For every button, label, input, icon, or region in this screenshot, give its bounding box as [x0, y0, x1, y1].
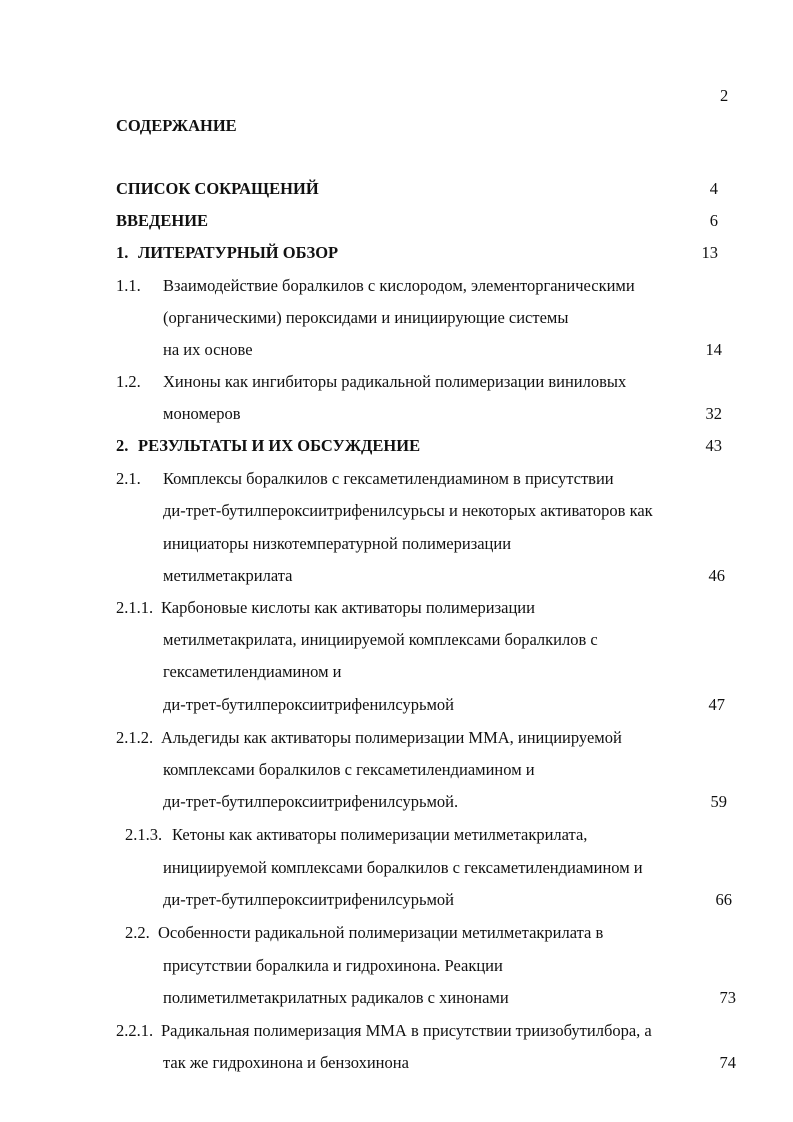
toc-entry-ch2-title: РЕЗУЛЬТАТЫ И ИХ ОБСУЖДЕНИЕ — [138, 436, 421, 455]
toc-entry-2-1-1-line: метилметакрилата, инициируемой комплексами боралкилов с — [163, 630, 598, 649]
toc-entry-1-2-line: мономеров — [163, 404, 241, 423]
toc-heading: СОДЕРЖАНИЕ — [116, 116, 237, 135]
toc-entry-2-1-1-line: ди-трет-бутилпероксиитрифенилсурьмой — [163, 695, 454, 714]
toc-entry-ch1-title: ЛИТЕРАТУРНЫЙ ОБЗОР — [138, 243, 339, 262]
toc-entry-1-1-number: 1.1. — [116, 276, 141, 295]
toc-entry-2-1-2-line: комплексами боралкилов с гексаметилендиамином и — [163, 760, 535, 779]
toc-entry-2-1-line: метилметакрилата — [163, 566, 293, 585]
toc-entry-2-1-2-page: 59 — [710, 792, 727, 811]
toc-entry-2-1-1-page: 47 — [708, 695, 725, 714]
toc-entry-ch1-number: 1. — [116, 243, 129, 262]
toc-entry-2-1-line: Комплексы боралкилов с гексаметилендиамином в присутствии — [163, 469, 614, 488]
toc-entry-2-2-number: 2.2. — [125, 923, 150, 942]
toc-entry-2-1-3-number: 2.1.3. — [125, 825, 163, 844]
toc-entry-2-2-1-number: 2.2.1. — [116, 1021, 154, 1040]
toc-entry-2-2-line: полиметилметакрилатных радикалов с хинонами — [163, 988, 509, 1007]
toc-entry-2-1-3-page: 66 — [715, 890, 732, 909]
toc-entry-2-1-2-line: Альдегиды как активаторы полимеризации ММА, инициируемой — [161, 728, 622, 747]
toc-entry-2-1-1-line: гексаметилендиамином и — [163, 662, 342, 681]
toc-entry-2-2-1-line: Радикальная полимеризация ММА в присутствии триизобутилбора, а — [161, 1021, 652, 1040]
toc-entry-2-1-1-line: Карбоновые кислоты как активаторы полимеризации — [161, 598, 535, 617]
toc-entry-2-1-line: инициаторы низкотемпературной полимеризации — [163, 534, 512, 553]
toc-entry-2-1-3-line: ди-трет-бутилпероксиитрифенилсурьмой — [163, 890, 454, 909]
toc-entry-2-1-page: 46 — [708, 566, 725, 585]
toc-entry-1-1-line: на их основе — [163, 340, 253, 359]
toc-entry-2-2-1-line: так же гидрохинона и бензохинона — [163, 1053, 409, 1072]
toc-entry-2-2-line: присутствии боралкила и гидрохинона. Реакции — [163, 956, 503, 975]
toc-entry-1-2-line: Хиноны как ингибиторы радикальной полимеризации виниловых — [163, 372, 627, 391]
toc-entry-2-1-2-line: ди-трет-бутилпероксиитрифенилсурьмой. — [163, 792, 459, 811]
toc-entry-abbrev-page: 4 — [709, 179, 718, 198]
toc-entry-1-2-page: 32 — [705, 404, 722, 423]
toc-entry-intro-title: ВВЕДЕНИЕ — [116, 211, 209, 230]
toc-entry-2-1-number: 2.1. — [116, 469, 141, 488]
toc-entry-1-1-page: 14 — [705, 340, 722, 359]
page-number: 2 — [720, 86, 729, 105]
toc-entry-abbrev-title: СПИСОК СОКРАЩЕНИЙ — [116, 179, 319, 198]
toc-entry-2-2-line: Особенности радикальной полимеризации метилметакрилата в — [158, 923, 604, 942]
toc-entry-1-1-line: (органическими) пероксидами и инициирующие системы — [163, 308, 569, 327]
toc-entry-2-1-2-number: 2.1.2. — [116, 728, 154, 747]
toc-entry-2-1-line: ди-трет-бутилпероксиитрифенилсурьсы и некоторых активаторов как — [163, 501, 653, 520]
toc-entry-ch2-page: 43 — [705, 436, 722, 455]
toc-entry-intro-page: 6 — [709, 211, 718, 230]
toc-entry-2-1-3-line: инициируемой комплексами боралкилов с гексаметилендиамином и — [163, 858, 643, 877]
toc-entry-2-1-3-line: Кетоны как активаторы полимеризации метилметакрилата, — [172, 825, 588, 844]
toc-entry-2-2-page: 73 — [719, 988, 736, 1007]
toc-entry-ch1-page: 13 — [701, 243, 718, 262]
toc-entry-1-2-number: 1.2. — [116, 372, 141, 391]
toc-entry-1-1-line: Взаимодействие боралкилов с кислородом, элементорганическими — [163, 276, 635, 295]
toc-entry-2-2-1-page: 74 — [719, 1053, 736, 1072]
toc-entry-ch2-number: 2. — [116, 436, 129, 455]
toc-entry-2-1-1-number: 2.1.1. — [116, 598, 154, 617]
